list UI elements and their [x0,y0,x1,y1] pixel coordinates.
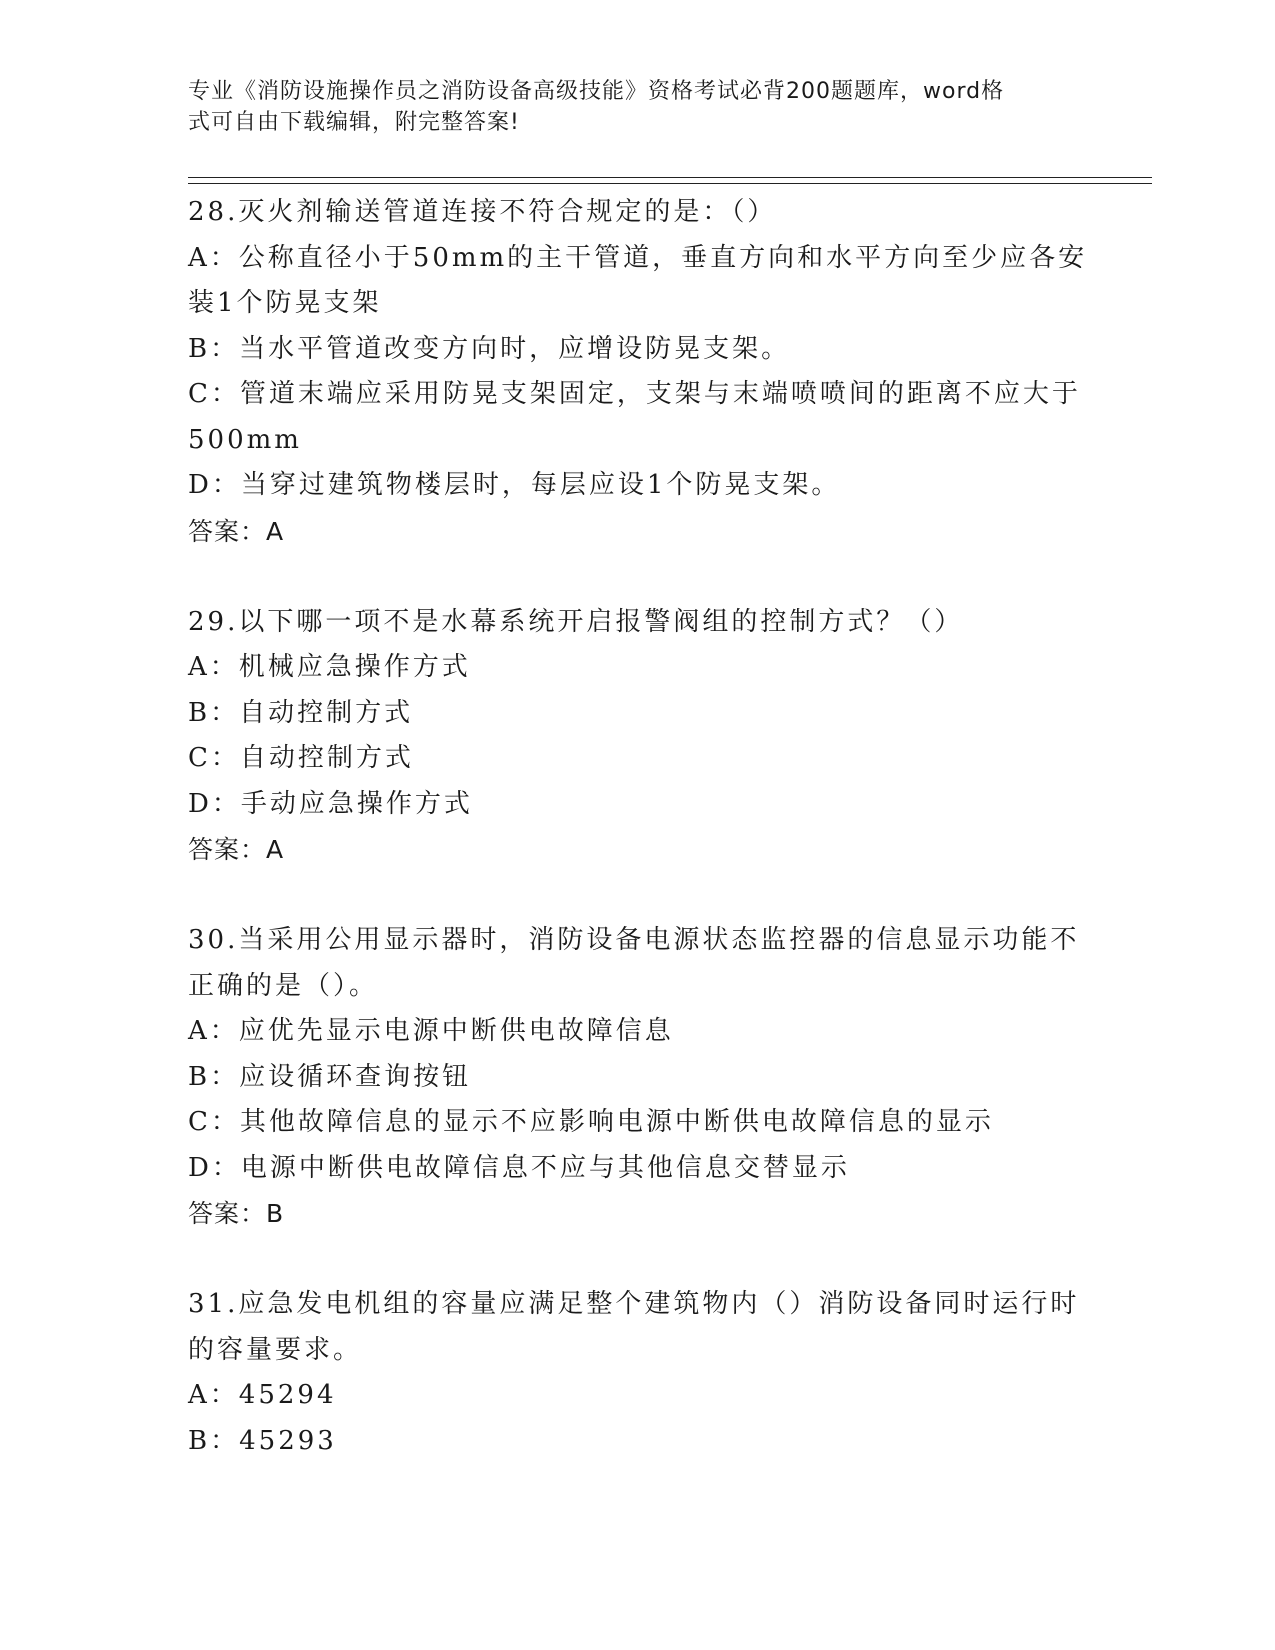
option-c-continued: 500mm [188,424,302,455]
question-28 [188,190,1088,554]
question-29 [188,600,1088,873]
question-stem: 31.应急发电机组的容量应满足整个建筑物内（）消防设备同时运行时 [188,1289,1080,1319]
question-stem: 30.当采用公用显示器时，消防设备电源状态监控器的信息显示功能不 [188,925,1080,955]
option-b: B：自动控制方式 [188,697,414,728]
option-c: C：管道末端应采用防晃支架固定，支架与末端喷喷间的距离不应大于 [188,379,1081,409]
header-line-2: 式可自由下载编辑，附完整答案! [188,110,520,135]
option-c: C：自动控制方式 [188,743,414,773]
option-a: A：机械应急操作方式 [188,652,471,682]
answer-label: 答案：B [188,1199,285,1228]
question-30 [188,918,1088,1237]
question-spacer [188,1237,1088,1283]
option-b: B：45293 [188,1425,337,1456]
option-a: A：公称直径小于50mm的主干管道，垂直方向和水平方向至少应各安 [188,242,1088,273]
option-d: D：手动应急操作方式 [188,788,473,819]
option-a-continued: 装1个防晃支架 [188,288,382,318]
question-stem-continued: 正确的是（）。 [188,970,379,1001]
option-d: D：电源中断供电故障信息不应与其他信息交替显示 [188,1152,850,1183]
option-b: B：应设循环查询按钮 [188,1061,472,1092]
option-a: A：应优先显示电源中断供电故障信息 [188,1016,674,1046]
question-31 [188,1282,1088,1464]
question-stem-continued: 的容量要求。 [188,1334,363,1365]
question-spacer [188,873,1088,919]
question-stem: 28.灭火剂输送管道连接不符合规定的是：（） [188,197,777,227]
option-c: C：其他故障信息的显示不应影响电源中断供电故障信息的显示 [188,1107,994,1137]
document-header [188,76,1068,138]
option-b: B：当水平管道改变方向时，应增设防晃支架。 [188,333,791,364]
answer-label: 答案：A [188,835,285,864]
question-spacer [188,554,1088,600]
question-stem: 29.以下哪一项不是水幕系统开启报警阀组的控制方式？（） [188,606,964,637]
option-d: D：当穿过建筑物楼层时，每层应设1个防晃支架。 [188,470,841,500]
header-divider-bottom [188,183,1152,184]
header-line-1: 专业《消防设施操作员之消防设备高级技能》资格考试必背200题题库，word格 [188,79,1005,104]
option-a: A：45294 [188,1380,337,1410]
question-list [188,190,1088,1464]
header-divider-top [188,177,1152,178]
answer-label: 答案：A [188,516,285,546]
